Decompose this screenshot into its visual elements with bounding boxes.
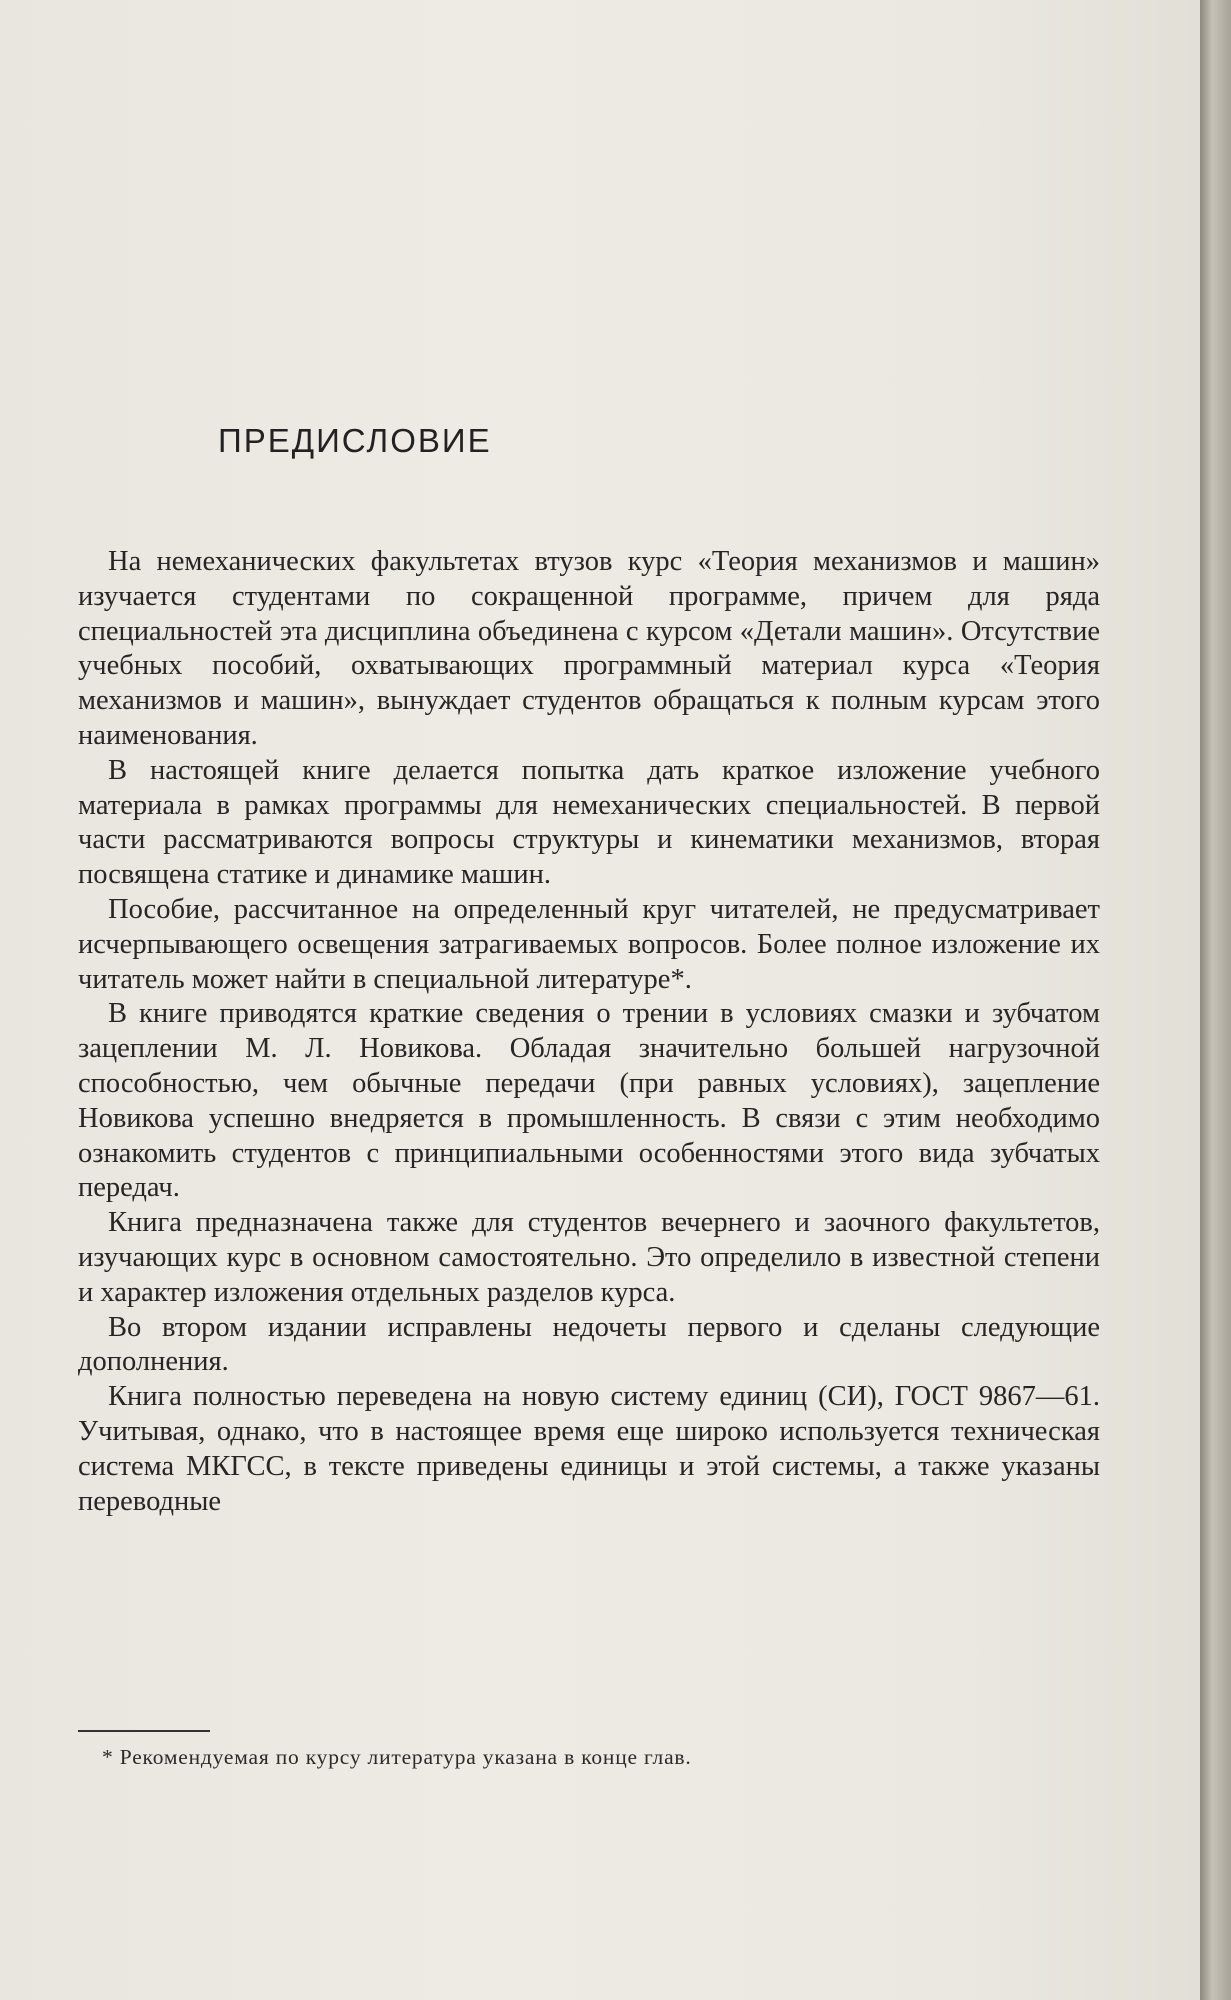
preface-body	[78, 545, 1100, 1519]
footnote-divider	[78, 1730, 210, 1732]
paragraph-2: В настоящей книге делается попытка дать краткое изложение учебного материала в рамках программы для немеханических специальностей. В первой части рассматриваются вопросы структуры и кинематики механизмов, вторая посвящена статике и динамике машин.	[78, 754, 1100, 891]
paragraph-7: Книга полностью переведена на новую систему единиц (СИ), ГОСТ 9867—61. Учитывая, однако, что в настоящее время еще широко используется техническая система МКГСС, в тексте приведены единицы и этой системы, а также указаны переводные	[78, 1381, 1100, 1517]
page-edge	[1200, 0, 1231, 2000]
footnote: * Рекомендуемая по курсу литература указана в конце глав.	[102, 1745, 692, 1769]
paragraph-4: В книге приводятся краткие сведения о трении в условиях смазки и зубчатом зацеплении М. Л. Новикова. Обладая значительно большей нагрузочной способностью, чем обычные передачи (при равных условиях), зацепление Новикова успешно внедряется в промышленность. В связи с этим необходимо ознакомить студентов с принципиальными особенностями этого вида зубчатых передач.	[78, 998, 1100, 1204]
paragraph-5: Книга предназначена также для студентов вечернего и заочного факультетов, изучающих курс в основном самостоятельно. Это определило в известной степени и характер изложения отдельных разделов курса.	[78, 1207, 1100, 1308]
paragraph-3: Пособие, рассчитанное на определенный круг читателей, не предусматривает исчерпывающего освещения затрагиваемых вопросов. Более полное изложение их читатель может найти в специальной литературе*.	[78, 893, 1100, 995]
page-title: ПРЕДИСЛОВИЕ	[218, 422, 492, 459]
paragraph-6: Во втором издании исправлены недочеты первого и сделаны следующие дополнения.	[78, 1311, 1100, 1378]
paragraph-1: На немеханических факультетах втузов курс «Теория механизмов и машин» изучается студентами по сокращенной программе, причем для ряда специальностей эта дисциплина объединена с курсом «Детали машин». Отсутствие учебных пособий, охватывающих программный материал курса «Теория механизмов и машин», вынуждает студентов обращаться к полным курсам этого наименования.	[78, 546, 1100, 751]
